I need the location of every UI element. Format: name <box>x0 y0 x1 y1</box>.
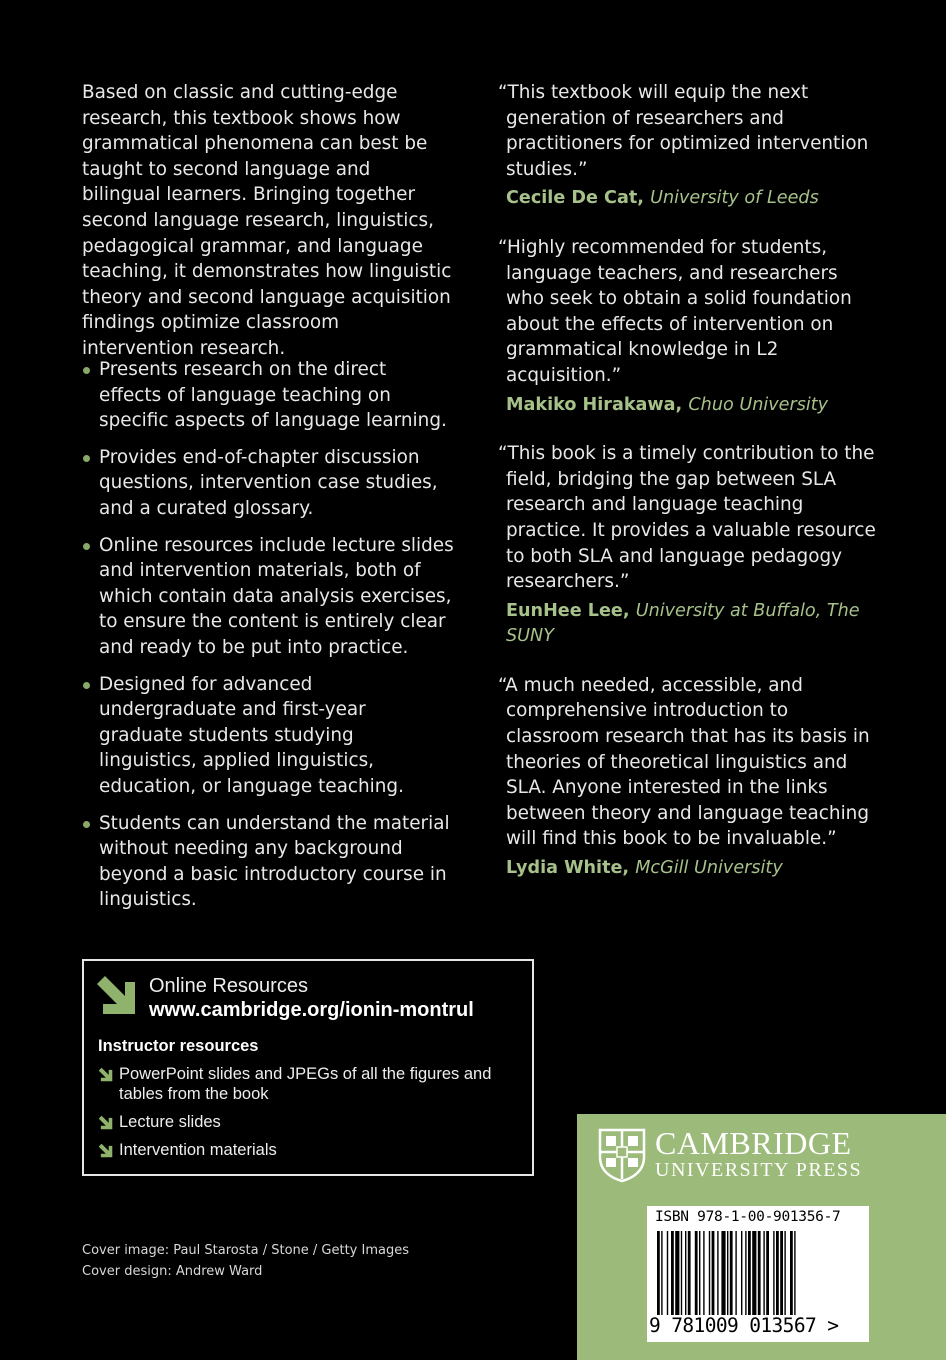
endorsement <box>498 441 878 650</box>
down-right-arrow-icon <box>98 1067 113 1082</box>
endorsement-attribution <box>506 599 878 650</box>
barcode-number: 9 781009 013567 > <box>649 1314 839 1337</box>
endorsement-quote: “Highly recommended for students, language teachers, and researchers who seek to obtain a solid foundation about the effects of intervention on grammatical knowledge in L2 acquisition.” <box>498 236 852 386</box>
endorser-affiliation: Chuo University <box>688 394 829 415</box>
resources-url-link[interactable]: www.cambridge.org/ionin-montrul <box>149 999 474 1021</box>
resource-item-label: Lecture slides <box>119 1113 221 1131</box>
endorsement-quote: “This book is a timely contribution to the field, bridging the gap between SLA research and language teaching practice. It provides a valuable resource to both SLA and language pedagogy researchers.” <box>498 443 876 593</box>
university-crest-icon <box>597 1127 647 1183</box>
endorsement-attribution <box>506 856 878 882</box>
endorsement-quote: “A much needed, accessible, and comprehensive introduction to classroom research that has its basis in theories of theoretical linguistics and SLA. Anyone interested in the links between theory and language teaching will find this book to be invaluable.” <box>498 674 870 850</box>
resources-heading: Online Resources <box>149 975 308 997</box>
feature-item: Students can understand the material without needing any background beyond a basic introductory course in linguistics. <box>82 811 454 913</box>
cover-image-credit: Cover image: Paul Starosta / Stone / Getty Images <box>82 1243 409 1258</box>
isbn-barcode <box>647 1206 869 1342</box>
endorser-name: EunHee Lee, <box>506 600 630 621</box>
book-description: Based on classic and cutting-edge research, this textbook shows how grammatical phenomena can best be taught to second language and bilingual learners. Bringing together second language research, linguistics, pedagogical grammar, and language teaching, it demonstrates how linguistic theory and second language acquisition findings optimize classroom intervention research. <box>82 82 452 359</box>
down-right-arrow-icon <box>98 1143 113 1158</box>
feature-item: Presents research on the direct effects of language teaching on specific aspects of language learning. <box>82 357 454 434</box>
isbn-label: ISBN 978-1-00-901356-7 <box>655 1209 841 1225</box>
endorser-name: Makiko Hirakawa, <box>506 394 683 415</box>
publisher-name-line1: CAMBRIDGE <box>655 1125 852 1161</box>
endorser-affiliation: University at Buffalo, The SUNY <box>506 600 860 647</box>
resource-item-label: Intervention materials <box>119 1141 277 1159</box>
endorsement-quote: “This textbook will equip the next generation of researchers and practitioners for optimized intervention studies.” <box>498 82 869 180</box>
publisher-panel <box>577 1114 946 1360</box>
feature-list <box>82 357 454 924</box>
online-resources-box <box>82 959 534 1176</box>
feature-item: Online resources include lecture slides and intervention materials, both of which contain data analysis exercises, to ensure the content is entirely clear and ready to be put into practice. <box>82 533 454 661</box>
down-right-arrow-icon <box>98 1115 113 1130</box>
endorsement <box>498 235 878 418</box>
resource-item <box>98 1140 518 1160</box>
publisher-name-line2: UNIVERSITY PRESS <box>655 1159 863 1181</box>
resource-item-label: PowerPoint slides and JPEGs of all the figures and tables from the book <box>119 1065 492 1103</box>
barcode-bars <box>657 1231 853 1315</box>
instructor-resources-heading: Instructor resources <box>98 1037 259 1055</box>
endorsement-attribution <box>506 393 878 419</box>
endorser-name: Cecile De Cat, <box>506 188 644 209</box>
endorser-affiliation: McGill University <box>635 858 783 879</box>
resource-item <box>98 1064 518 1104</box>
endorsement-attribution <box>506 186 878 212</box>
feature-item: Provides end-of-chapter discussion questions, intervention case studies, and a curated glossary. <box>82 445 454 522</box>
endorsement <box>498 673 878 882</box>
cover-credits <box>82 1240 409 1282</box>
endorsement <box>498 80 878 212</box>
endorser-affiliation: University of Leeds <box>650 188 819 209</box>
publisher-name <box>655 1127 862 1181</box>
endorsements <box>498 80 878 905</box>
cover-design-credit: Cover design: Andrew Ward <box>82 1264 263 1279</box>
down-right-arrow-icon <box>95 974 137 1016</box>
feature-item: Designed for advanced undergraduate and first-year graduate students studying linguistics, applied linguistics, education, or language teaching. <box>82 672 454 800</box>
resource-item <box>98 1112 518 1132</box>
resources-list <box>98 1064 518 1168</box>
endorser-name: Lydia White, <box>506 858 630 879</box>
